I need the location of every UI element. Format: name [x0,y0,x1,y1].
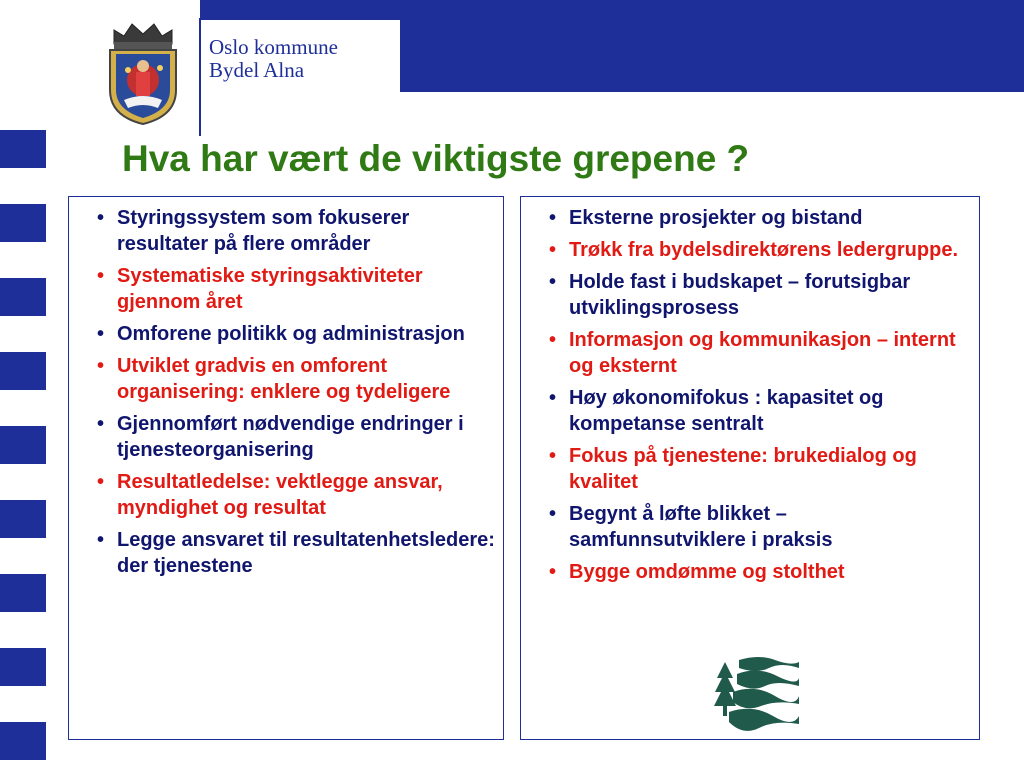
bullet-dot: • [549,239,557,261]
bullet-item [537,237,967,263]
bullet-text: Høy økonomifokus : kapasitet og kompetanse sentralt [569,387,884,435]
side-square [0,352,46,390]
side-square [0,130,46,168]
bullet-item [537,559,967,585]
bullet-text: Bygge omdømme og stolthet [569,561,845,583]
bullet-text: Styringssystem som fokuserer resultater på flere områder [117,207,410,255]
bullet-text: Gjennomført nødvendige endringer i tjenesteorganisering [117,413,464,461]
right-bullet-list [537,205,967,591]
oslo-coat-of-arms-icon [100,20,186,126]
bullet-dot: • [549,329,557,351]
bullet-text: Legge ansvaret til resultatenhetsledere: der tjenestene [117,529,495,577]
bullet-item [85,411,495,463]
bullet-item [85,469,495,521]
bullet-item [85,353,495,405]
bullet-text: Systematiske styringsaktiviteter gjennom året [117,265,423,313]
bullet-item [85,263,495,315]
bullet-text: Fokus på tjenestene: brukedialog og kvalitet [569,445,917,493]
bullet-dot: • [97,471,105,493]
bullet-item [85,321,495,347]
left-bullet-list [85,205,495,585]
bullet-dot: • [97,355,105,377]
bullet-item [537,205,967,231]
bullet-dot: • [549,207,557,229]
side-square [0,722,46,760]
district-name: Bydel Alna [209,58,305,82]
bullet-text: Trøkk fra bydelsdirektørens ledergruppe. [569,239,959,261]
bullet-text: Resultatledelse: vektlegge ansvar, myndighet og resultat [117,471,443,519]
bullet-item [537,269,967,321]
bullet-dot: • [549,387,557,409]
org-name: Oslo kommune [209,35,338,59]
bullet-text: Begynt å løfte blikket – samfunnsutviklere i praksis [569,503,833,551]
bullet-dot: • [97,529,105,551]
bullet-item [537,327,967,379]
header-divider [199,18,201,136]
side-square [0,426,46,464]
bullet-text: Utviklet gradvis en omforent organisering: enklere og tydeligere [117,355,451,403]
bullet-dot: • [549,503,557,525]
bullet-dot: • [97,323,105,345]
bullet-dot: • [549,445,557,467]
bullet-dot: • [97,265,105,287]
bullet-item [537,501,967,553]
bullet-dot: • [97,413,105,435]
slide-title: Hva har vært de viktigste grepene ? [122,138,750,179]
side-square [0,500,46,538]
side-square [0,648,46,686]
bullet-item [537,385,967,437]
bullet-text: Omforene politikk og administrasjon [117,323,465,345]
bullet-item [85,527,495,579]
side-square [0,204,46,242]
right-panel [520,196,980,740]
bullet-dot: • [549,271,557,293]
bullet-dot: • [97,207,105,229]
bullet-text: Holde fast i budskapet – forutsigbar utviklingsprosess [569,271,911,319]
bullet-dot: • [549,561,557,583]
side-square [0,574,46,612]
bullet-text: Informasjon og kommunikasjon – internt og eksternt [569,329,956,377]
left-panel [68,196,504,740]
side-square [0,278,46,316]
bullet-item [85,205,495,257]
bullet-item [537,443,967,495]
bullet-text: Eksterne prosjekter og bistand [569,207,863,229]
alna-river-logo-icon [711,652,801,732]
